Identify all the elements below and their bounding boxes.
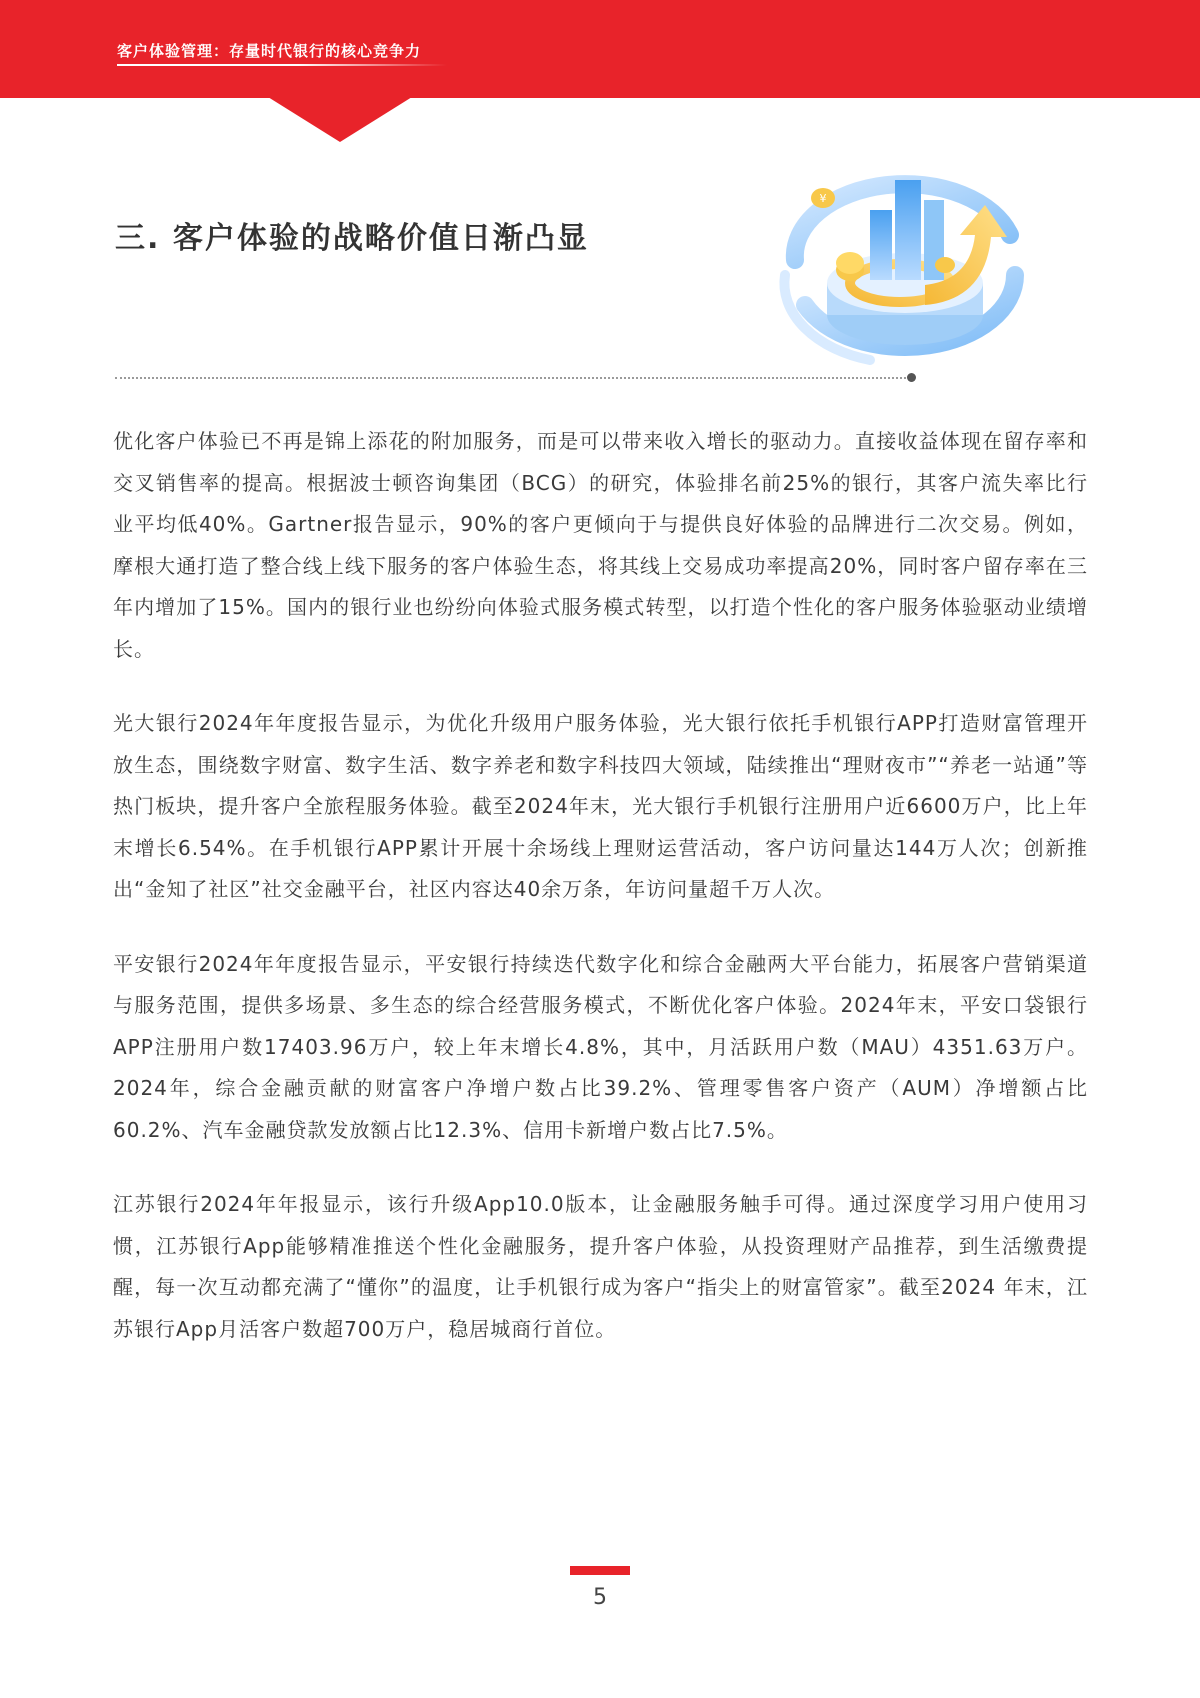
paragraph-customer-experience-value: 优化客户体验已不再是锦上添花的附加服务，而是可以带来收入增长的驱动力。直接收益体现在留存率和交叉销售率的提高。根据波士顿咨询集团（BCG）的研究，体验排名前25%的银行，其客户流失率比行业平均低40%。Gartner报告显示，90%的客户更倾向于与提供良好体验的品牌进行二次交易。例如，摩根大通打造了整合线上线下服务的客户体验生态，将其线上交易成功率提高20%，同时客户留存率在三年内增加了15%。国内的银行业也纷纷向体验式服务模式转型，以打造个性化的客户服务体验驱动业绩增长。 xyxy=(113,429,1088,661)
paragraph-jiangsu-bank: 江苏银行2024年年报显示，该行升级App10.0版本，让金融服务触手可得。通过深度学习用户使用习惯，江苏银行App能够精准推送个性化金融服务，提升客户体验，从投资理财产品推荐，到生活缴费提醒，每一次互动都充满了“懂你”的温度，让手机银行成为客户“指尖上的财富管家”。截至2024 年末，江苏银行App月活客户数超700万户，稳居城商行首位。 xyxy=(113,1192,1088,1341)
page-number-mark xyxy=(570,1566,630,1575)
growth-chart-icon xyxy=(775,165,1035,375)
body-content xyxy=(113,421,1088,1383)
header-notch xyxy=(268,97,412,142)
page-number: 5 xyxy=(593,1585,607,1610)
paragraph-ping-an-bank: 平安银行2024年年度报告显示，平安银行持续迭代数字化和综合金融两大平台能力，拓展客户营销渠道与服务范围，提供多场景、多生态的综合经营服务模式，不断优化客户体验。2024年末，平安口袋银行APP注册用户数17403.96万户，较上年末增长4.8%，其中，月活跃用户数（MAU）4351.63万户。2024年，综合金融贡献的财富客户净增户数占比39.2%、管理零售客户资产（AUM）净增额占比60.2%、汽车金融贷款发放额占比12.3%、信用卡新增户数占比7.5%。 xyxy=(113,951,1088,1142)
section-divider xyxy=(115,377,910,379)
paragraph-everbright-bank: 光大银行2024年年度报告显示，为优化升级用户服务体验，光大银行依托手机银行APP打造财富管理开放生态，围绕数字财富、数字生活、数字养老和数字科技四大领域，陆续推出“理财夜市”“养老一站通”等热门板块，提升客户全旅程服务体验。截至2024年末，光大银行手机银行注册用户近6600万户，比上年末增长6.54%。在手机银行APP累计开展十余场线上理财运营活动，客户访问量达144万人次；创新推出“金知了社区”社交金融平台，社区内容达40余万条，年访问量超千万人次。 xyxy=(113,711,1088,901)
coin-label: ¥ xyxy=(819,192,827,205)
header-underline xyxy=(117,64,447,66)
section-title: 三. 客户体验的战略价值日渐凸显 xyxy=(115,221,589,256)
header-title: 客户体验管理：存量时代银行的核心竞争力 xyxy=(117,42,422,60)
divider-dot xyxy=(907,373,916,382)
